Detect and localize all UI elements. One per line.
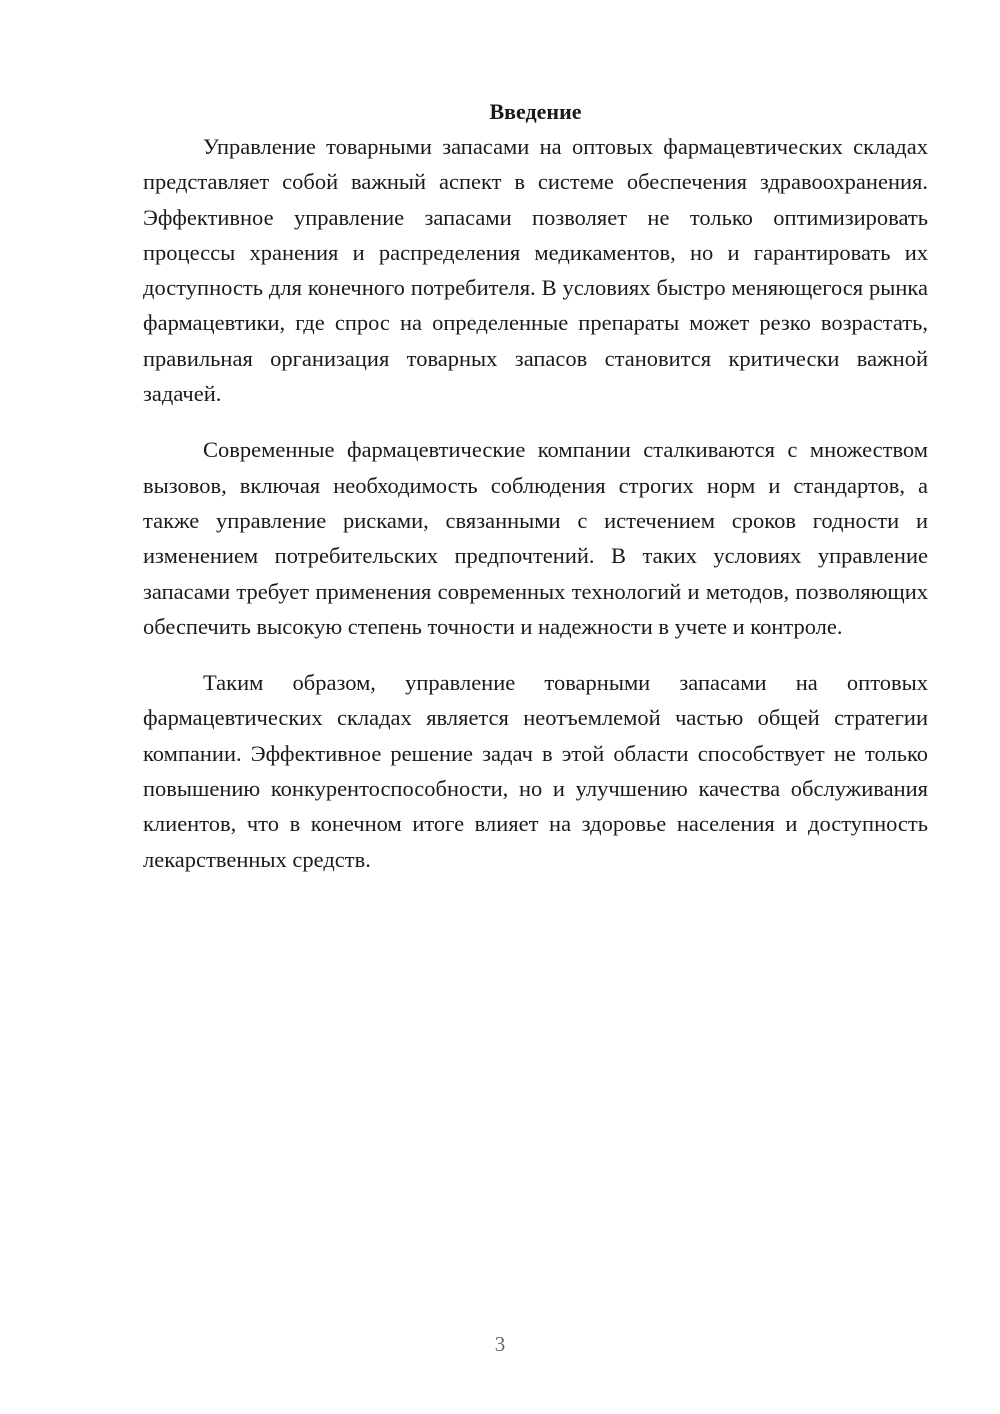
paragraph-1: Управление товарными запасами на оптовых фармацевтических складах представляет собой важный аспект в системе обеспечения здравоохранения. Эффективное управление запасами позволяет не только оптимизировать процессы хранения и распределения медикаментов, но и гарантировать их доступность для конечного потребителя. В условиях быстро меняющегося рынка фармацевтики, где спрос на определенные препараты может резко возрастать, правильная организация товарных запасов становится критически важной задачей. — [143, 134, 928, 407]
page-number: 3 — [494, 1332, 506, 1356]
paragraph-2: Современные фармацевтические компании сталкиваются с множеством вызовов, включая необходимость соблюдения строгих норм и стандартов, а также управление рисками, связанными с истечением сроков годности и изменением потребительских предпочтений. В таких условиях управление запасами требует применения современных технологий и методов, позволяющих обеспечить высокую степень точности и надежности в учете и контроле. — [143, 437, 928, 639]
document-title: Введение — [489, 99, 582, 124]
paragraph-3: Таким образом, управление товарными запасами на оптовых фармацевтических складах является неотъемлемой частью общей стратегии компании. Эффективное решение задач в этой области способствует не только повышению конкурентоспособности, но и улучшению качества обслуживания клиентов, что в конечном итоге влияет на здоровье населения и доступность лекарственных средств. — [143, 670, 928, 872]
document-body — [143, 94, 928, 877]
